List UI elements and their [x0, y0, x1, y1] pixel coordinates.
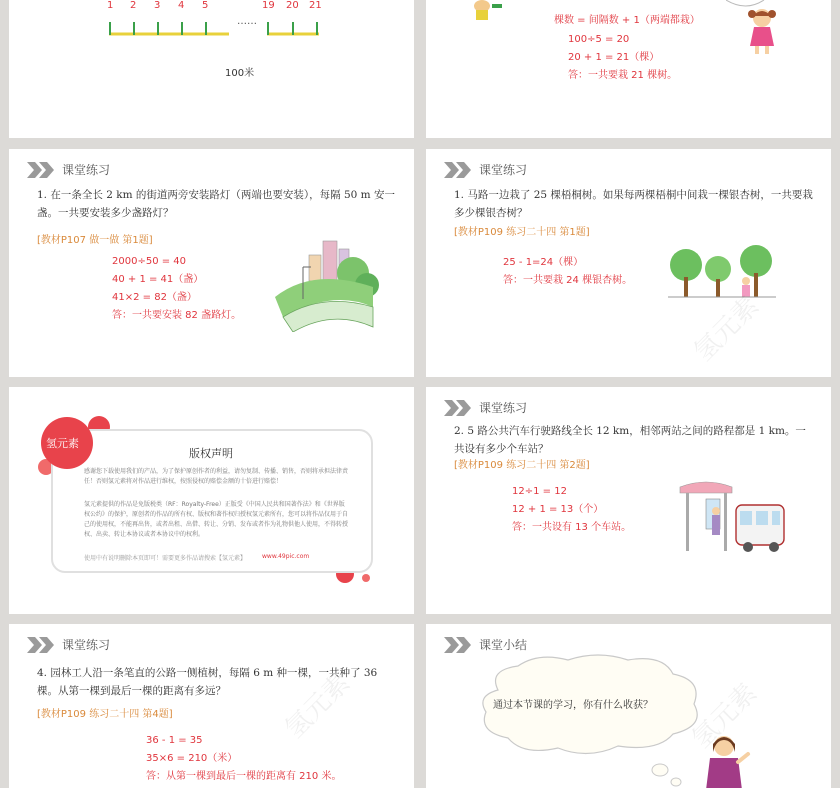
- boy-cartoon-icon: [470, 0, 510, 26]
- solution-answer: 答：一共要栽 24 棵银杏树。: [503, 275, 633, 286]
- slide-title: 课堂练习: [62, 638, 111, 652]
- tree-number: 4: [178, 0, 185, 11]
- solution-block: [503, 254, 632, 290]
- slide-exercise-bus-stops: [426, 387, 831, 614]
- solution-line: 40 + 1 = 41（盏）: [112, 274, 204, 285]
- solution-answer: 答：一共设有 13 个车站。: [512, 522, 632, 533]
- double-chevron-icon: [444, 637, 474, 653]
- teacher-cartoon-icon: [702, 732, 752, 788]
- textbook-reference: [教材P109 练习二十四 第4题]: [37, 709, 173, 720]
- watermark: 氢元素: [686, 678, 763, 755]
- thought-bubble: [468, 652, 728, 787]
- summary-question: 通过本节课的学习，你有什么收获？: [493, 700, 653, 711]
- solution-block: [512, 483, 631, 537]
- question-text: 1. 马路一边栽了 25 棵梧桐树。如果每两棵梧桐中间栽一棵银杏树，一共要栽多少棵银杏树？: [454, 189, 813, 219]
- solution-line: 25 - 1=24（棵）: [503, 257, 584, 268]
- textbook-reference: [教材P107 做一做 第1题]: [37, 235, 153, 246]
- question-text: 1. 在一条全长 2 km 的街道两旁安装路灯（两端也要安装），每隔 50 m 安一盏。一共要安装多少盏路灯？: [37, 189, 395, 219]
- textbook-reference: [教材P109 练习二十四 第1题]: [454, 227, 590, 238]
- ellipsis: ……: [237, 16, 257, 27]
- solution-answer: 答：一共要安装 82 盏路灯。: [112, 310, 242, 321]
- slide-title: 课堂练习: [479, 401, 528, 415]
- badge-label: 氢元素: [46, 437, 79, 450]
- distance-label: 100米: [225, 68, 255, 79]
- slide-exercise-streetlights: [9, 149, 414, 377]
- double-chevron-icon: [27, 637, 57, 653]
- solution-line: 100÷5 = 20: [568, 34, 630, 45]
- bus-stop-illustration: [676, 477, 791, 557]
- solution-line: 35×6 = 210（米）: [146, 753, 238, 764]
- solution-line: 36 - 1 = 35: [146, 735, 203, 746]
- watermark: 氢元素: [688, 291, 765, 368]
- solution-answer: 答：一共要栽 21 棵树。: [568, 70, 678, 81]
- slide-exercise-trees: [426, 149, 831, 377]
- slide-title: 课堂练习: [479, 163, 528, 177]
- slide-title: 课堂小结: [479, 638, 528, 652]
- copyright-footer: 使用中有说明删除本页即可！需要更多作品请搜索【氢元素】: [84, 555, 247, 562]
- copyright-title: 版权声明: [189, 447, 233, 460]
- solution-line: 20 + 1 = 21（棵）: [568, 52, 660, 63]
- solution-line: 41×2 = 82（盏）: [112, 292, 197, 303]
- solution-line: 12÷1 = 12: [512, 486, 567, 497]
- double-chevron-icon: [27, 162, 57, 178]
- tree-number: 2: [130, 0, 137, 11]
- question-text: 2. 5 路公共汽车行驶路线全长 12 km，相邻两站之间的路程都是 1 km。一共设有多少个车站？: [454, 425, 806, 455]
- girl-cartoon-icon: [744, 6, 784, 58]
- tree-number: 5: [202, 0, 209, 11]
- copyright-paragraph-2: 氢元素提供的作品是免版税类（RF：Royalty-Free）正版受《中国人民共和国著作法》和《世界版权公约》的保护，原创者的作品的所有权、版权和著作权归授权氢元素所有，您可以将作品仅用于自己的使用权，不能再出售，或者出租、出借、转让、分销、发布或者作为礼物供他人使用，不得转授权、出卖、转让本协议或者本协议中的权利。: [84, 501, 349, 538]
- tree-number: 3: [154, 0, 161, 11]
- trees-illustration: [666, 243, 781, 303]
- tree-number-labels: [9, 0, 414, 27]
- solution-line: 12 + 1 = 13（个）: [512, 504, 604, 515]
- tree-number: 20: [286, 0, 299, 11]
- copyright-paragraph-1: 感谢您下载使用我们的产品，为了保护原创作者的利益，请勿复制、传播、销售，否则将承担法律责任！否则氢元素将对作品进行维权，按照侵权的赔偿金额的十倍进行赔偿！: [84, 468, 349, 485]
- double-chevron-icon: [444, 400, 474, 416]
- question-text: 4. 园林工人沿一条笔直的公路一侧植树，每隔 6 m 种一棵，一共种了 36 棵。从第一棵到最后一棵的距离有多远？: [37, 667, 378, 697]
- slide-exercise-distance: [9, 624, 414, 788]
- slide-formula: [426, 0, 831, 138]
- formula-text: 棵数 = 间隔数 + 1（两端都栽）: [554, 15, 700, 26]
- solution-block: [112, 253, 241, 325]
- slide-title: 课堂练习: [62, 163, 111, 177]
- tree-number: 21: [309, 0, 322, 11]
- tree-number: 19: [262, 0, 275, 11]
- watermark: 氢元素: [279, 668, 356, 745]
- slide-tree-diagram: [9, 0, 414, 138]
- tree-line-diagram: [9, 18, 414, 63]
- solution-line: 2000÷50 = 40: [112, 256, 187, 267]
- slide-summary: [426, 624, 831, 788]
- tree-number: 1: [107, 0, 114, 11]
- formula-solution: [568, 31, 677, 85]
- textbook-reference: [教材P109 练习二十四 第2题]: [454, 460, 590, 471]
- solution-block: [146, 732, 341, 786]
- double-chevron-icon: [444, 162, 474, 178]
- solution-answer: 答：从第一棵到最后一棵的距离有 210 米。: [146, 771, 342, 782]
- slide-copyright: [9, 387, 414, 614]
- street-scene-illustration: [273, 237, 383, 332]
- website-link[interactable]: www.49pic.com: [262, 553, 310, 560]
